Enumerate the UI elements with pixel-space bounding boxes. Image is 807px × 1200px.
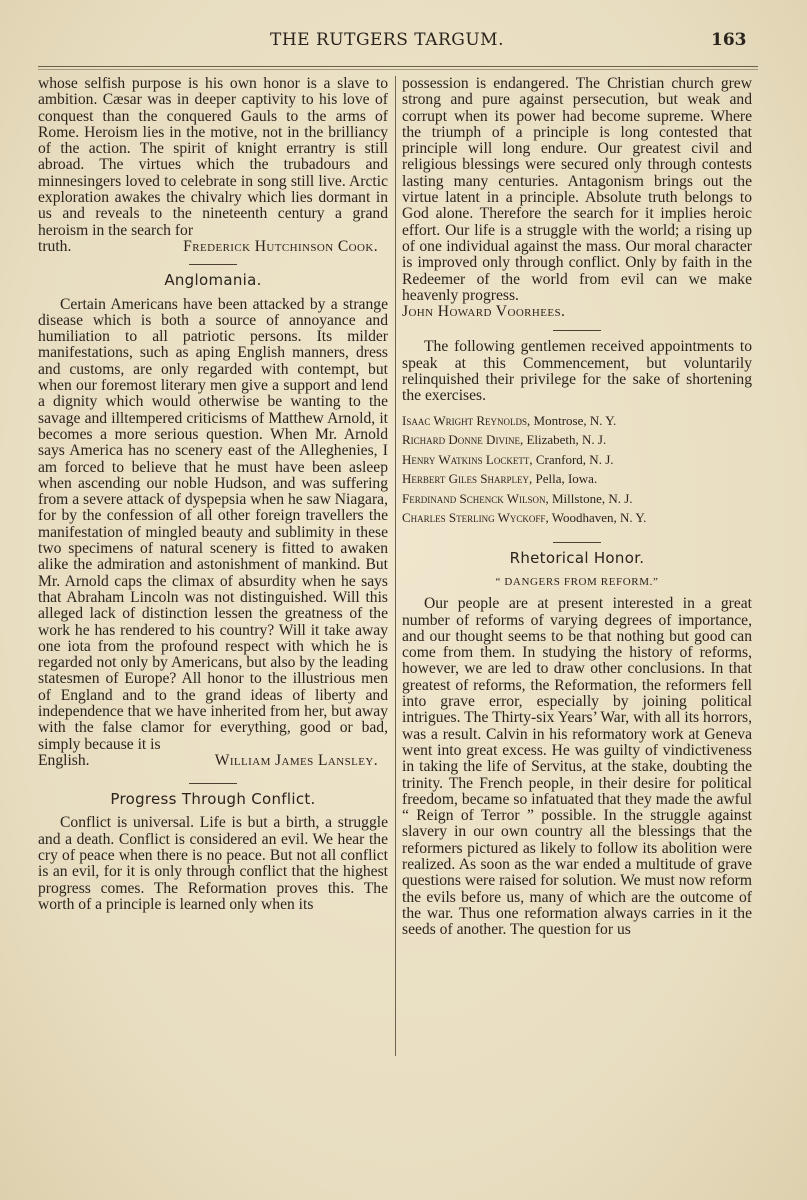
appointee-name: Isaac Wright Reynolds [402,412,528,428]
anglomania-body: Certain Americans have been attacked by a strange disease which is both a source of annoyance and humiliation to all patriotic persons. Its milder manifestations, such as aping English manners, dress and customs, are only regarded with contempt, but when our foremost literary men give a support and lend a dignity which would otherwise be wanting to the savage and illtempered criticisms of Matthew Arnold, it becomes a more serious question. When Mr. Arnold says America has no scenery east of the Alleghenies, I am forced to believe that he must have been asleep when ascending our noble Hudson, and was suffering from a severe attack of dyspepsia when he saw Niagara, for by the confession of all other foreign travellers the manifestation of mingled beauty and sublimity in these two specimens of natural scenery is fitted to awaken alike the admiration and astonishment of mankind. But Mr. Arnold caps the climax of absurdity when he says that Abraham Lincoln was not distinguished. Will this alleged lack of distinction lessen the greatness of the work he has rendered to his country? Will it take away one iota from the profound respect with which he is regarded not only by Americans, but also by the leading statesmen of Europe? All honor to the illustrious men of England and to the grand ideas of liberty and independence that we have inherited from her, but away with the false clamor for everything, good or bad, simply because it is [38,295,388,753]
rhetorical-honor-body: Our people are at present interested in a great number of reforms of varying degrees of importance, and our thought seems to be that nothing but good can come from them. In studying the history of reforms, however, we are led to draw other conclusions. In that greatest of reforms, the Reformation, the reformers fell into grave error, especially by joining political intrigues. The Thirty-six Years’ War, with all its horrors, was a result. Calvin in his reformatory work at Geneva went into great excess. He was guilty of vindictiveness in taking the life of Servitus, at the stake, doubting the trinity. The French people, in their desire for political freedom, became so infatuated that they made the awful “ Reign of Terror ” possible. In the struggle against slavery in our own country all the blessings that the reformers pictured as likely to follow its abolition were realized. As soon as the war ended a multitude of grave questions were raised for solution. We must now reform the evils before us, many of which are the outcome of the war. Thus one reformation always carries in it the seeds of another. The question for us [402,595,752,939]
section-divider [189,783,237,784]
appointee-item [402,469,752,489]
column-divider [395,76,396,1056]
appointee-place: , Elizabeth, N. J. [519,432,607,448]
continued-essay-signature-line [38,239,388,255]
section-divider [553,330,601,331]
left-column [38,76,388,913]
appointee-place: , Cranford, N. J. [529,451,614,467]
progress-body: Conflict is universal. Life is but a birth, a struggle and a death. Conflict is considered an evil. We hear the cry of peace when there is no peace. But not all conflict is an evil, for it is only through conflict that the highest progress comes. The Reformation proves this. The worth of a principle is learned only when its [38,814,388,913]
appointee-name: Ferdinand Schenck Wilson [402,490,546,506]
appointee-place: , Montrose, N. Y. [527,412,617,428]
right-column [402,76,752,938]
appointee-item [402,411,752,431]
appointee-place: , Pella, Iowa. [528,471,598,487]
page-number: 163 [711,30,747,50]
header-rule-secondary [38,69,758,70]
progress-title: Progress Through Conflict. [110,790,316,809]
appointee-name: Herbert Giles Sharpley [402,471,529,487]
appointee-name: Charles Sterling Wyckoff [402,510,546,526]
continued-essay-text: whose selfish purpose is his own honor is a slave to ambition. Cæsar was in deeper captivity to his love of conquest than the conquered Gauls to the arms of Rome. Heroism lies in the motive, not in the brilliancy of the action. The spirit of knight errantry is still abroad. The virtues which the trubadours and minnesingers loved to celebrate in song still live. Arctic exploration awakes the chivalry which lies dormant in us and reveals to the nineteenth century a grand heroism in the search for [38,75,388,239]
anglomania-author: William James Lansley. [214,751,378,769]
appointee-place: , Woodhaven, N. Y. [545,510,647,526]
announcement-text: The following gentlemen received appointments to speak at this Commencement, but voluntarily relinquished their privilege for the sake of shortening the exercises. [402,338,752,405]
rhetorical-honor-subtitle: “ DANGERS FROM REFORM.” [495,575,659,588]
continued-essay-author: Frederick Hutchinson Cook. [183,237,378,255]
appointee-item [402,489,752,509]
continued-essay-last-word: truth. [38,237,72,255]
appointee-item [402,508,752,528]
appointee-name: Henry Watkins Lockett [402,451,530,467]
header-rule [38,66,758,67]
appointee-place: , Millstone, N. J. [545,490,633,506]
appointee-item [402,430,752,450]
anglomania-last-word: English. [38,751,90,769]
rhetorical-honor-title: Rhetorical Honor. [509,548,645,567]
appointee-name: Richard Donne Divine [402,432,520,448]
section-divider [553,542,601,543]
running-head-title: THE RUTGERS TARGUM. [270,30,504,50]
section-divider [189,264,237,265]
progress-author: John Howard Voorhees. [402,303,566,321]
anglomania-signature-line [38,753,388,769]
progress-continued-text: possession is endangered. The Christian church grew strong and pure against persecution, but weak and corrupt when its power had become supreme. Where the triumph of a principle is long contested that principle will long endure. Our greatest civil and religious blessings were secured only through contests lasting many centuries. Antagonism brings out the virtue latent in a principle. Absolute truth belongs to God alone. Therefore the search for it implies heroic effort. Our life is a struggle with the world; a rising up of one individual against the mass. Our moral character is improved only through conflict. Only by faith in the Redeemer of the world from evil can we make heavenly progress. [402,75,752,304]
anglomania-title: Anglomania. [164,271,262,290]
appointee-list [402,411,752,528]
appointee-item [402,450,752,470]
